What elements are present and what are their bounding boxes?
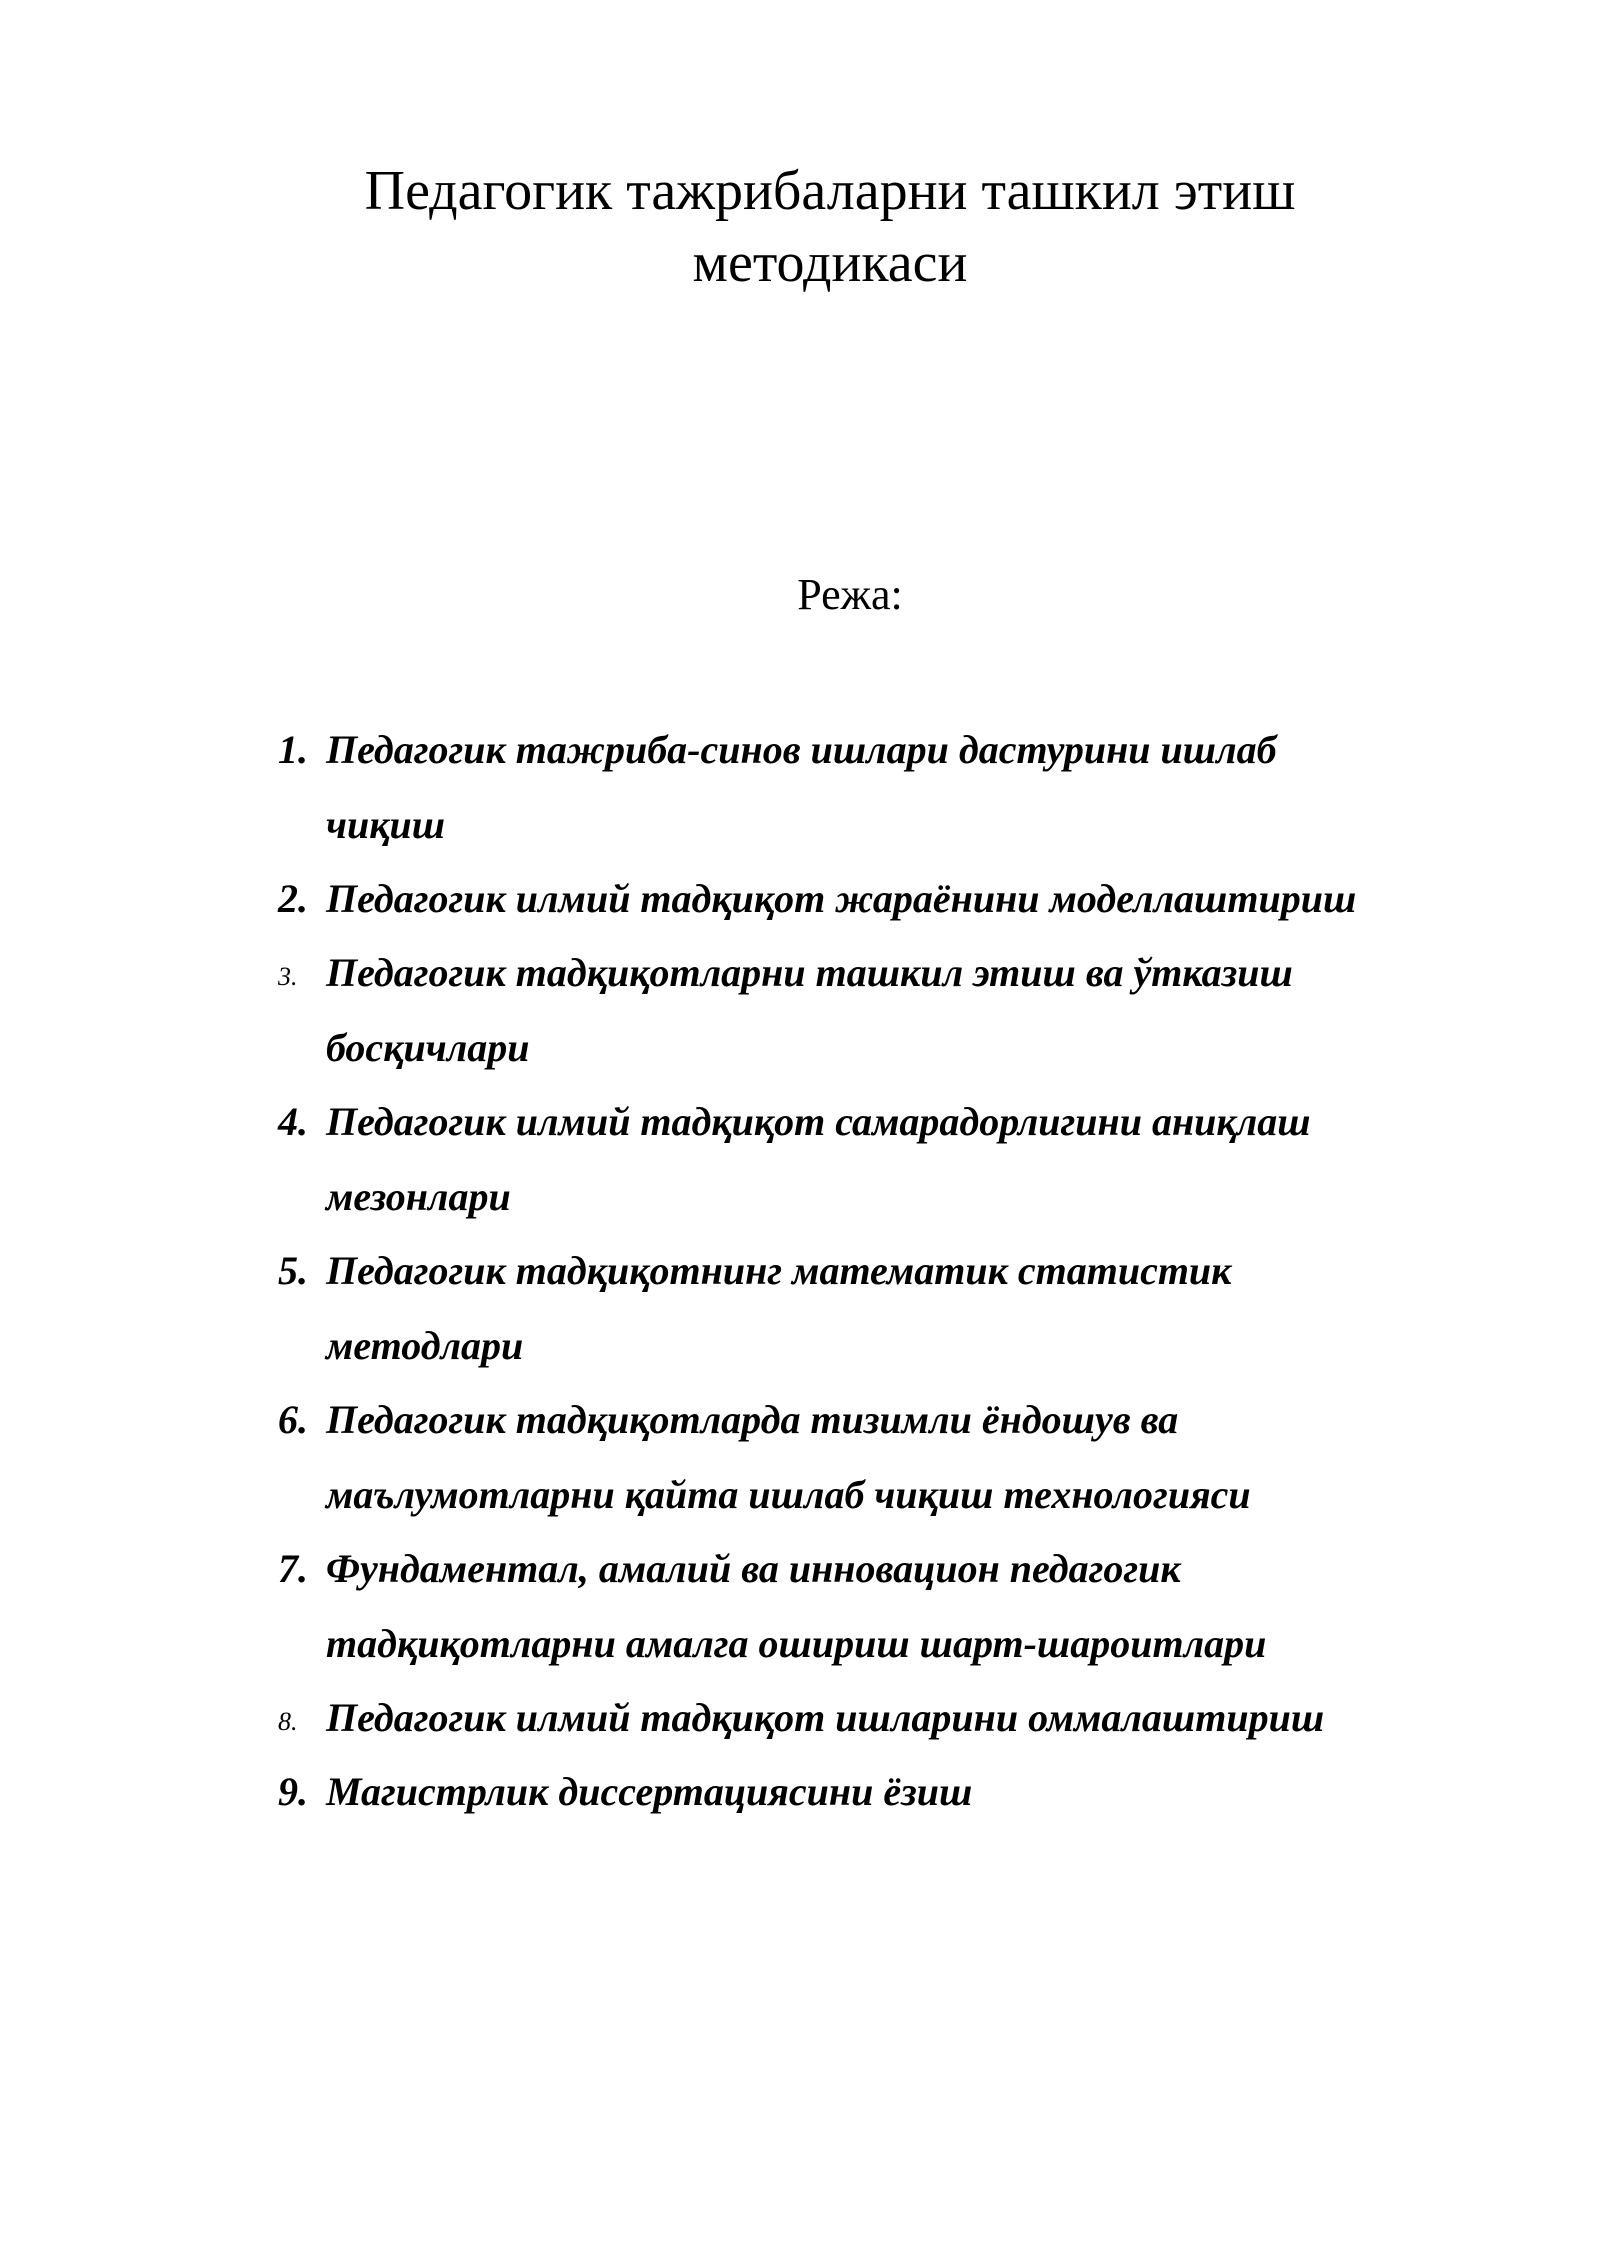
plan-item-number: 6. xyxy=(278,1397,308,1442)
plan-item-text-line: Педагогик илмий тадқиқот жараёнини моделлаштириш xyxy=(326,876,1357,921)
plan-item-5 xyxy=(272,1233,1472,1383)
plan-item-text-line: Педагогик тадқиқотларда тизимли ёндошув ва xyxy=(326,1397,1179,1442)
plan-item-number: 4. xyxy=(278,1099,308,1144)
plan-item-text-line: Педагогик илмий тадқиқот самарадорлигини аниқлаш xyxy=(326,1099,1311,1144)
plan-item-4 xyxy=(272,1084,1472,1234)
plan-item-text-line: Педагогик тажриба-синов ишлари дастурини ишлаб xyxy=(326,727,1277,772)
plan-item-number: 3. xyxy=(278,962,298,991)
plan-item-text-line: Педагогик тадқиқотнинг математик статистик xyxy=(326,1248,1232,1293)
plan-item-text-line: Педагогик тадқиқотларни ташкил этиш ва ўтказиш xyxy=(326,950,1293,995)
plan-item-8 xyxy=(272,1680,1472,1755)
plan-item-3 xyxy=(272,935,1472,1085)
plan-item-text-line: мезонлари xyxy=(326,1174,511,1219)
plan-item-number: 2. xyxy=(278,876,308,921)
plan-item-text-line: Педагогик илмий тадқиқот ишларини оммалаштириш xyxy=(326,1695,1325,1740)
plan-heading: Режа: xyxy=(797,570,903,619)
plan-item-number: 1. xyxy=(278,727,308,772)
plan-item-text-line: Фундаментал, амалий ва инновацион педагогик xyxy=(326,1546,1181,1591)
plan-item-text-line: методлари xyxy=(326,1323,524,1368)
plan-list xyxy=(272,712,1472,1828)
plan-item-1 xyxy=(272,712,1472,862)
plan-item-text-line: чиқиш xyxy=(326,802,446,847)
plan-item-7 xyxy=(272,1531,1472,1681)
plan-item-text-line: Магистрлик диссертациясини ёзиш xyxy=(326,1769,973,1814)
plan-item-6 xyxy=(272,1382,1472,1532)
plan-item-2 xyxy=(272,861,1472,936)
plan-item-number: 9. xyxy=(278,1769,308,1814)
plan-item-text-line: маълумотларни қайта ишлаб чиқиш технологияси xyxy=(326,1472,1251,1517)
plan-item-number: 5. xyxy=(278,1248,308,1293)
plan-item-text-line: тадқиқотларни амалга ошириш шарт-шароитлари xyxy=(326,1621,1267,1666)
document-title-line-1: Педагогик тажрибаларни ташкил этиш xyxy=(364,160,1296,222)
document-title-line-2: методикаси xyxy=(692,232,968,294)
plan-item-number: 7. xyxy=(278,1546,308,1591)
plan-item-text-line: босқичлари xyxy=(326,1025,530,1070)
plan-item-number: 8. xyxy=(278,1707,298,1736)
plan-item-9 xyxy=(272,1754,1472,1829)
